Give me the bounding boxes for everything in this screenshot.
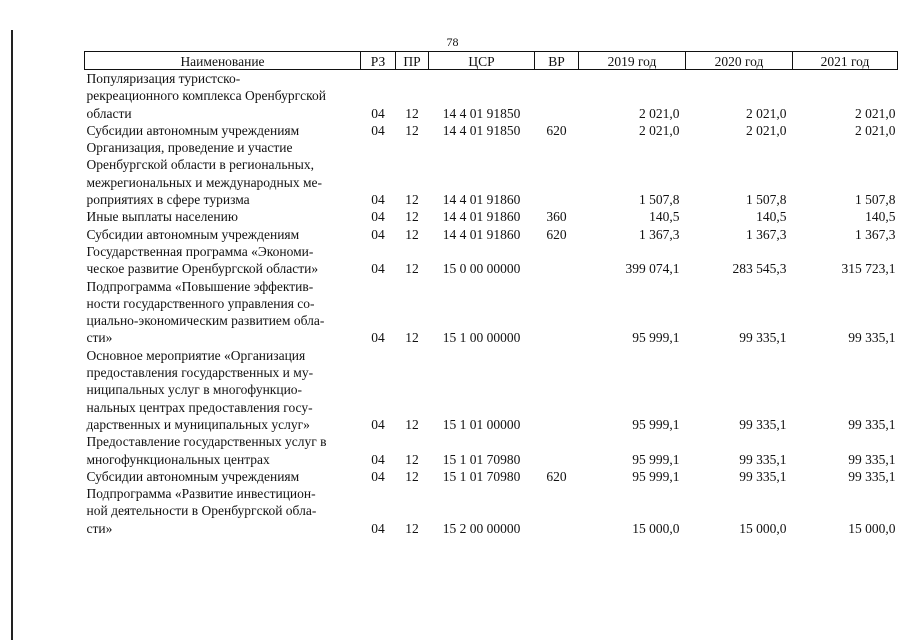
row-name-line: ниципальных услуг в многофункцио- [86, 382, 303, 398]
table-row [85, 139, 898, 208]
row-2021: 1 367,3 [855, 226, 896, 242]
row-name-line: Предоставление государственных услуг в [86, 434, 327, 450]
row-rz: 04 [371, 122, 385, 138]
row-name-line: межрегиональных и международных ме- [86, 174, 322, 190]
header-2021: 2021 год [793, 52, 898, 70]
row-vr [535, 433, 579, 468]
row-csr: 15 2 00 00000 [442, 520, 521, 536]
row-2019: 399 074,1 [625, 261, 680, 277]
row-name [85, 278, 361, 347]
row-vr: 620 [546, 226, 567, 242]
table-row [85, 70, 898, 122]
row-2020: 2 021,0 [746, 105, 787, 121]
table-body [85, 70, 898, 538]
row-rz: 04 [371, 226, 385, 242]
row-pr: 12 [405, 105, 419, 121]
row-2019: 140,5 [649, 209, 680, 225]
row-2021: 315 723,1 [841, 261, 896, 277]
table-row [85, 226, 898, 243]
row-name-line: ности государственного управления со- [86, 295, 315, 311]
row-pr: 12 [405, 451, 419, 467]
row-name-line: Подпрограмма «Повышение эффектив- [86, 278, 314, 294]
row-name-line: Подпрограмма «Развитие инвестицион- [86, 486, 316, 502]
row-2020: 99 335,1 [739, 330, 787, 346]
row-rz: 04 [371, 209, 385, 225]
row-name-line: сти» [86, 520, 113, 536]
row-name-line: ной деятельности в Оренбургской обла- [86, 503, 317, 519]
row-name-line: Популяризация туристско- [86, 71, 241, 86]
row-2020: 2 021,0 [746, 122, 787, 138]
row-name [85, 139, 361, 208]
row-2020: 99 335,1 [739, 451, 787, 467]
row-csr: 14 4 01 91850 [442, 122, 521, 138]
row-vr [535, 70, 579, 122]
row-2021: 99 335,1 [848, 416, 896, 432]
budget-table-container [84, 51, 897, 537]
row-name-line: Субсидии автономным учреждениям [86, 468, 300, 484]
row-2020: 99 335,1 [739, 468, 787, 484]
row-name-line: Оренбургской области в региональных, [86, 157, 314, 173]
table-header [85, 52, 898, 70]
row-pr: 12 [405, 520, 419, 536]
row-2019: 95 999,1 [632, 451, 680, 467]
row-2019: 95 999,1 [632, 416, 680, 432]
row-name [85, 433, 361, 468]
row-csr: 14 4 01 91850 [442, 105, 521, 121]
row-vr [535, 139, 579, 208]
row-vr [535, 347, 579, 433]
row-2021: 99 335,1 [848, 330, 896, 346]
row-name-line: Государственная программа «Экономи- [86, 243, 314, 259]
row-name-line: Организация, проведение и участие [86, 140, 293, 156]
row-csr: 15 1 01 00000 [442, 416, 521, 432]
row-name [85, 122, 361, 139]
row-pr: 12 [405, 192, 419, 208]
row-name-line: Иные выплаты населению [86, 209, 238, 225]
row-name-line: ческое развитие Оренбургской области» [86, 261, 319, 277]
row-name [85, 208, 361, 225]
row-2019: 95 999,1 [632, 468, 680, 484]
row-pr: 12 [405, 226, 419, 242]
row-2021: 99 335,1 [848, 468, 896, 484]
row-name [85, 485, 361, 537]
row-name [85, 70, 361, 122]
row-vr: 620 [546, 468, 567, 484]
row-name-line: дарственных и муниципальных услуг» [86, 416, 310, 432]
row-name [85, 243, 361, 278]
header-2020: 2020 год [686, 52, 793, 70]
row-2019: 2 021,0 [639, 122, 680, 138]
row-name-line: области [86, 105, 132, 121]
row-2020: 1 507,8 [746, 192, 787, 208]
header-2019: 2019 год [579, 52, 686, 70]
row-csr: 14 4 01 91860 [442, 226, 521, 242]
row-2021: 15 000,0 [848, 520, 896, 536]
row-csr: 14 4 01 91860 [442, 192, 521, 208]
row-csr: 15 1 00 00000 [442, 330, 521, 346]
row-csr: 14 4 01 91860 [442, 209, 521, 225]
table-row [85, 208, 898, 225]
row-vr: 620 [546, 122, 567, 138]
row-csr: 15 0 00 00000 [442, 261, 521, 277]
row-pr: 12 [405, 468, 419, 484]
header-csr: ЦСР [429, 52, 535, 70]
page-number: 78 [446, 35, 459, 49]
row-name-line: многофункциональных центрах [86, 451, 270, 467]
table-row [85, 243, 898, 278]
table-row [85, 347, 898, 433]
row-vr: 360 [546, 209, 567, 225]
row-2021: 2 021,0 [855, 105, 896, 121]
header-rz: РЗ [361, 52, 396, 70]
table-row [85, 278, 898, 347]
header-vr: ВР [535, 52, 579, 70]
row-name [85, 468, 361, 485]
left-margin-rule [11, 30, 13, 640]
row-2020: 99 335,1 [739, 416, 787, 432]
row-vr [535, 278, 579, 347]
row-rz: 04 [371, 520, 385, 536]
row-2019: 1 507,8 [639, 192, 680, 208]
table-row [85, 485, 898, 537]
row-2020: 140,5 [756, 209, 787, 225]
row-pr: 12 [405, 122, 419, 138]
row-rz: 04 [371, 192, 385, 208]
row-2021: 140,5 [865, 209, 896, 225]
row-name [85, 226, 361, 243]
row-2020: 283 545,3 [732, 261, 787, 277]
table-row [85, 468, 898, 485]
row-2021: 2 021,0 [855, 122, 896, 138]
row-2020: 15 000,0 [739, 520, 787, 536]
header-pr: ПР [396, 52, 429, 70]
row-name-line: предоставления государственных и му- [86, 365, 314, 381]
row-rz: 04 [371, 468, 385, 484]
row-vr [535, 243, 579, 278]
header-name: Наименование [85, 52, 361, 70]
row-2019: 1 367,3 [639, 226, 680, 242]
row-name [85, 347, 361, 433]
row-name-line: Субсидии автономным учреждениям [86, 226, 300, 242]
row-rz: 04 [371, 105, 385, 121]
row-name-line: Субсидии автономным учреждениям [86, 122, 300, 138]
row-2019: 2 021,0 [639, 105, 680, 121]
row-name-line: рекреационного комплекса Оренбургской [86, 88, 326, 104]
row-csr: 15 1 01 70980 [442, 468, 521, 484]
row-2019: 15 000,0 [632, 520, 680, 536]
budget-table [84, 51, 898, 537]
row-pr: 12 [405, 416, 419, 432]
row-name-line: Основное мероприятие «Организация [86, 347, 306, 363]
row-csr: 15 1 01 70980 [442, 451, 521, 467]
row-name-line: циально-экономическим развитием обла- [86, 313, 325, 329]
row-name-line: роприятиях в сфере туризма [86, 192, 250, 208]
row-pr: 12 [405, 330, 419, 346]
row-rz: 04 [371, 330, 385, 346]
row-rz: 04 [371, 261, 385, 277]
row-name-line: нальных центрах предоставления госу- [86, 399, 313, 415]
row-2021: 1 507,8 [855, 192, 896, 208]
row-pr: 12 [405, 261, 419, 277]
row-2019: 95 999,1 [632, 330, 680, 346]
row-vr [535, 485, 579, 537]
row-pr: 12 [405, 209, 419, 225]
row-rz: 04 [371, 451, 385, 467]
row-name-line: сти» [86, 330, 113, 346]
row-2020: 1 367,3 [746, 226, 787, 242]
table-row [85, 433, 898, 468]
row-rz: 04 [371, 416, 385, 432]
table-row [85, 122, 898, 139]
row-2021: 99 335,1 [848, 451, 896, 467]
